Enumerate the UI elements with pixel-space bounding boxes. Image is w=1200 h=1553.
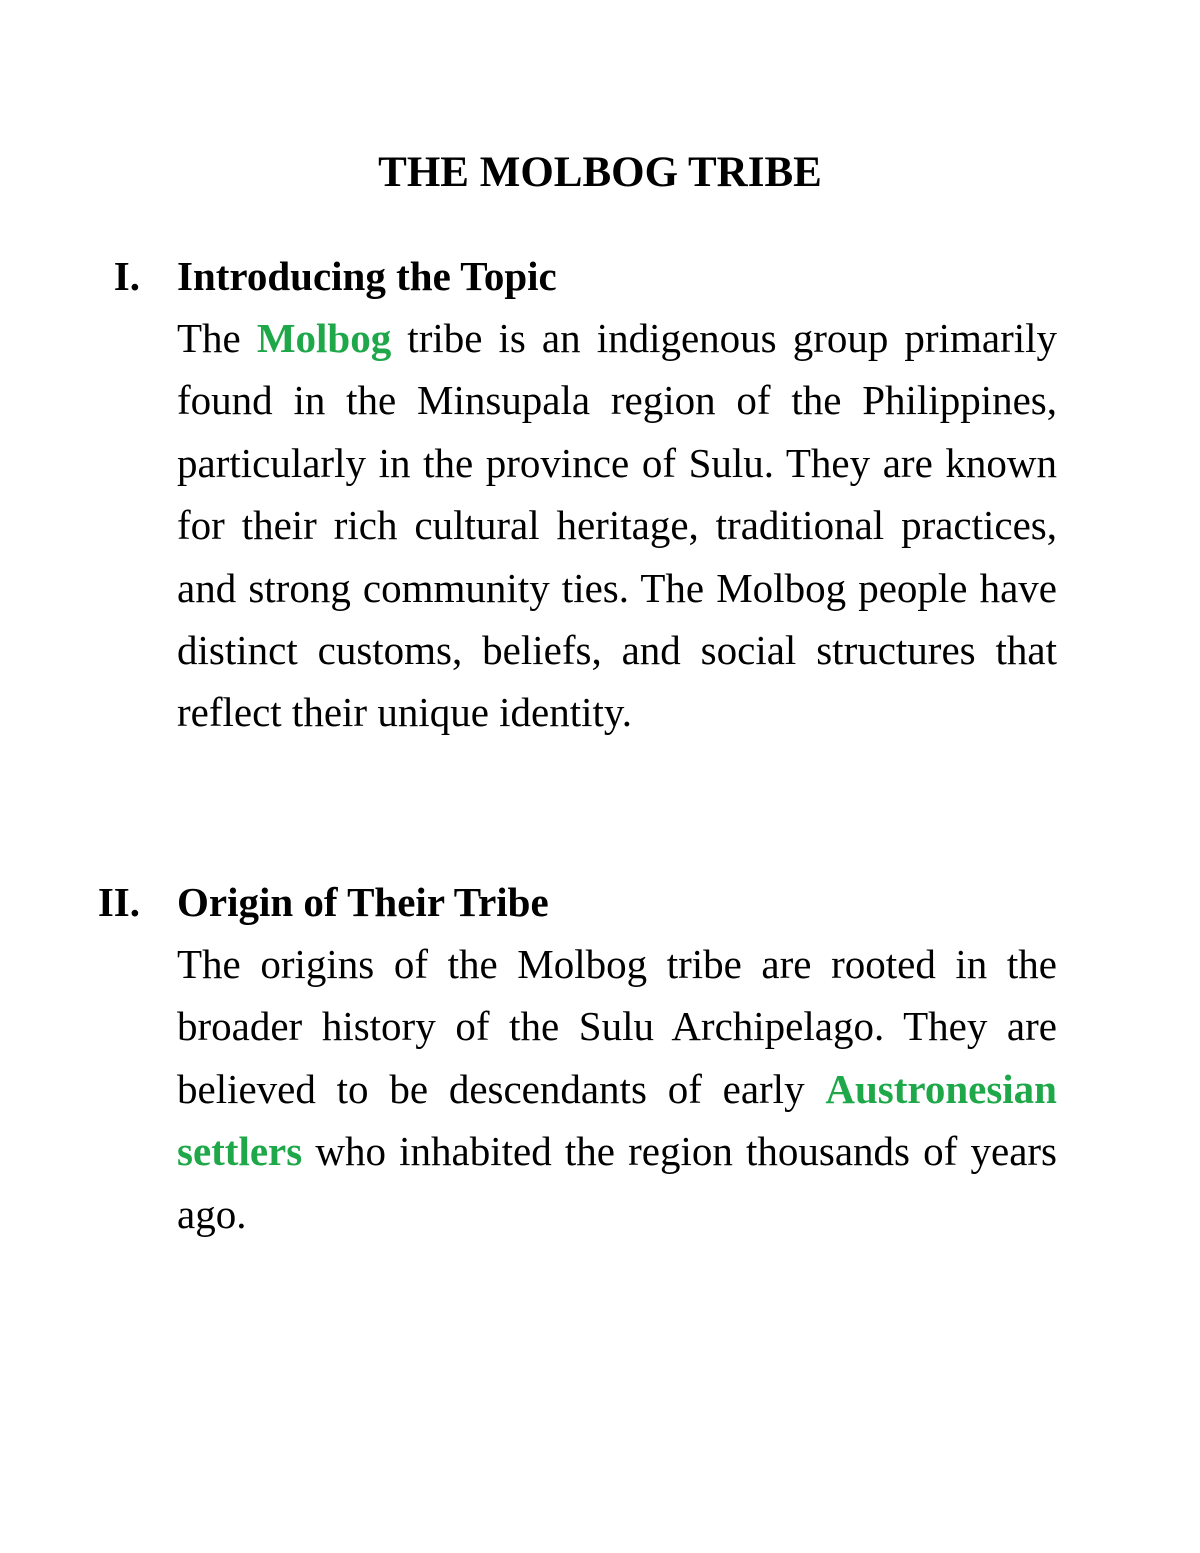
section-heading: Introducing the Topic [177, 253, 557, 299]
section-number: I. [113, 253, 140, 299]
highlighted-term: Molbog [256, 315, 392, 361]
paragraph-text: The [177, 315, 257, 361]
highlighted-term: Austronesian settlers [177, 1065, 1057, 1175]
paragraph-text: The origins of the Molbog tribe are rooted in the broader history of the Sulu Archipelago. They are believed to be descendants of early [177, 941, 1057, 1112]
section-heading: Origin of Their Tribe [177, 879, 549, 925]
section-paragraph [177, 307, 1057, 744]
paragraph-text: tribe is an indigenous group primarily found in the Minsupala region of the Philippines, particularly in the province of Sulu. They are known for their rich cultural heritage, traditional practices, and strong community ties. The Molbog people have distinct customs, beliefs, and social structures that reflect their unique identity. [177, 315, 1057, 736]
document-title: THE MOLBOG TRIBE [378, 149, 822, 196]
section-number: II. [97, 879, 140, 925]
paragraph-text: who inhabited the region thousands of years ago. [177, 1128, 1057, 1237]
section-paragraph [177, 933, 1057, 1245]
